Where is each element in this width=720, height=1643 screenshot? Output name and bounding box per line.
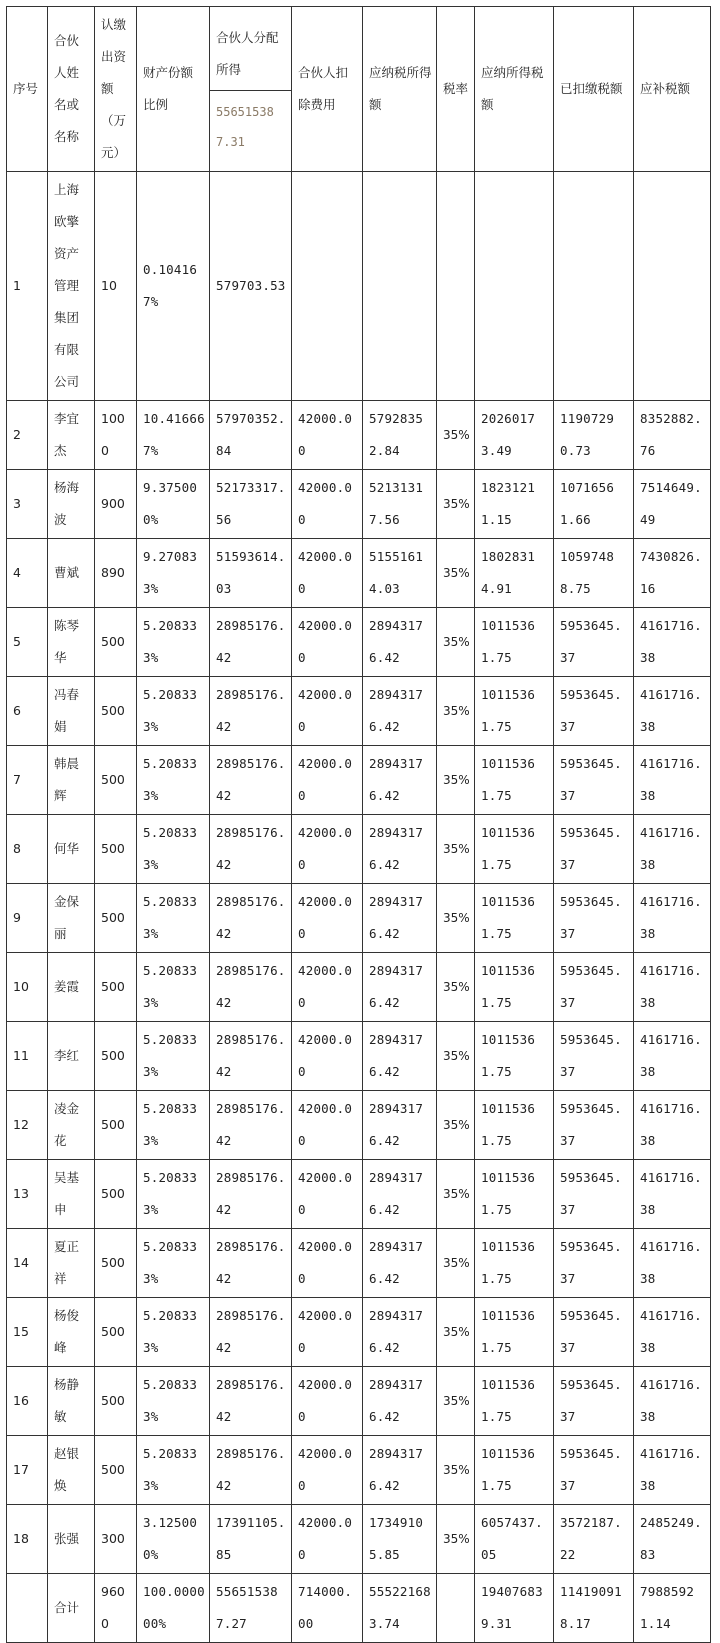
cell-seq: 1 [7,172,48,401]
cell-name: 凌金花 [48,1091,95,1160]
cell-deduct: 42000.00 [292,953,363,1022]
cell-name: 杨俊峰 [48,1298,95,1367]
cell-rate: 35% [437,1160,475,1229]
table-row [7,1022,711,1091]
cell-tax-due: 18231211.15 [475,470,554,539]
cell-seq: 17 [7,1436,48,1505]
cell-seq: 2 [7,401,48,470]
cell-capital: 500 [95,953,137,1022]
cell-supp: 4161716.38 [634,608,711,677]
cell-alloc: 57970352.84 [210,401,292,470]
cell-deduct: 42000.00 [292,815,363,884]
cell-capital: 500 [95,1229,137,1298]
cell-deduct: 42000.00 [292,1436,363,1505]
cell-rate: 35% [437,608,475,677]
cell-tax-due: 10115361.75 [475,677,554,746]
cell-alloc: 51593614.03 [210,539,292,608]
cell-tax-due: 10115361.75 [475,815,554,884]
cell-taxable: 28943176.42 [363,746,437,815]
header-row [7,7,711,172]
cell-seq: 18 [7,1505,48,1574]
cell-deduct: 42000.00 [292,401,363,470]
cell-supp: 4161716.38 [634,1436,711,1505]
cell-alloc: 52173317.56 [210,470,292,539]
cell-seq: 6 [7,677,48,746]
cell-tax-due [475,172,554,401]
cell-ratio: 3.125000% [137,1505,210,1574]
total-ratio: 100.000000% [137,1574,210,1643]
cell-seq: 12 [7,1091,48,1160]
cell-tax-due: 10115361.75 [475,608,554,677]
cell-name: 李红 [48,1022,95,1091]
cell-paid: 5953645.37 [554,884,634,953]
cell-paid: 5953645.37 [554,1022,634,1091]
cell-capital: 500 [95,608,137,677]
cell-alloc: 28985176.42 [210,1436,292,1505]
cell-seq: 8 [7,815,48,884]
cell-alloc: 28985176.42 [210,746,292,815]
cell-supp: 4161716.38 [634,746,711,815]
total-tax-due: 194076839.31 [475,1574,554,1643]
cell-paid: 5953645.37 [554,1091,634,1160]
header-name: 合伙人姓名或名称 [48,7,95,172]
cell-rate: 35% [437,815,475,884]
cell-alloc: 579703.53 [210,172,292,401]
cell-paid: 5953645.37 [554,815,634,884]
cell-paid: 5953645.37 [554,1160,634,1229]
table-row [7,401,711,470]
header-rate: 税率 [437,7,475,172]
table-row [7,677,711,746]
cell-rate: 35% [437,1505,475,1574]
table-row [7,953,711,1022]
cell-deduct: 42000.00 [292,1022,363,1091]
header-alloc [210,7,292,172]
cell-name: 何华 [48,815,95,884]
cell-ratio: 0.104167% [137,172,210,401]
cell-deduct: 42000.00 [292,1367,363,1436]
cell-paid: 3572187.22 [554,1505,634,1574]
cell-alloc: 28985176.42 [210,1367,292,1436]
cell-taxable: 52131317.56 [363,470,437,539]
cell-rate: 35% [437,401,475,470]
cell-rate: 35% [437,677,475,746]
cell-capital: 500 [95,1367,137,1436]
cell-name: 夏正祥 [48,1229,95,1298]
cell-alloc: 28985176.42 [210,608,292,677]
cell-name: 冯春娟 [48,677,95,746]
cell-supp: 4161716.38 [634,677,711,746]
cell-alloc: 28985176.42 [210,815,292,884]
cell-taxable: 17349105.85 [363,1505,437,1574]
cell-capital: 500 [95,884,137,953]
cell-rate: 35% [437,1091,475,1160]
cell-taxable: 28943176.42 [363,1436,437,1505]
table-row [7,1367,711,1436]
cell-ratio: 5.208333% [137,746,210,815]
cell-deduct: 42000.00 [292,539,363,608]
table-row [7,884,711,953]
cell-supp: 4161716.38 [634,1367,711,1436]
header-capital: 认缴出资额（万元） [95,7,137,172]
total-rate [437,1574,475,1643]
cell-name: 曹斌 [48,539,95,608]
cell-taxable: 28943176.42 [363,1229,437,1298]
cell-capital: 900 [95,470,137,539]
cell-seq: 13 [7,1160,48,1229]
cell-rate: 35% [437,1367,475,1436]
cell-supp: 4161716.38 [634,815,711,884]
partner-tax-table [6,6,711,1643]
cell-rate: 35% [437,884,475,953]
cell-taxable: 28943176.42 [363,953,437,1022]
cell-taxable: 57928352.84 [363,401,437,470]
table-row [7,172,711,401]
table-row [7,1160,711,1229]
table-row [7,1505,711,1574]
total-capital: 9600 [95,1574,137,1643]
cell-paid: 10597488.75 [554,539,634,608]
cell-tax-due: 18028314.91 [475,539,554,608]
cell-capital: 500 [95,1436,137,1505]
total-label: 合计 [48,1574,95,1643]
header-alloc-label: 合伙人分配所得 [216,29,279,77]
cell-capital: 500 [95,677,137,746]
cell-tax-due: 10115361.75 [475,1229,554,1298]
cell-tax-due: 6057437.05 [475,1505,554,1574]
table-row [7,1436,711,1505]
cell-rate: 35% [437,539,475,608]
cell-ratio: 5.208333% [137,1298,210,1367]
cell-supp: 7430826.16 [634,539,711,608]
cell-seq: 10 [7,953,48,1022]
cell-name: 李宜杰 [48,401,95,470]
cell-deduct: 42000.00 [292,470,363,539]
cell-paid: 5953645.37 [554,1298,634,1367]
cell-supp: 4161716.38 [634,1091,711,1160]
cell-ratio: 10.416667% [137,401,210,470]
cell-rate: 35% [437,1298,475,1367]
cell-ratio: 5.208333% [137,1022,210,1091]
cell-ratio: 5.208333% [137,608,210,677]
cell-ratio: 5.208333% [137,884,210,953]
cell-paid: 5953645.37 [554,1367,634,1436]
cell-seq: 9 [7,884,48,953]
cell-rate: 35% [437,1229,475,1298]
cell-seq: 5 [7,608,48,677]
cell-rate: 35% [437,1436,475,1505]
header-seq: 序号 [7,7,48,172]
cell-tax-due: 10115361.75 [475,1091,554,1160]
cell-name: 张强 [48,1505,95,1574]
header-ratio: 财产份额比例 [137,7,210,172]
cell-alloc: 28985176.42 [210,953,292,1022]
cell-tax-due: 10115361.75 [475,884,554,953]
cell-capital: 500 [95,746,137,815]
cell-capital: 10 [95,172,137,401]
cell-taxable: 28943176.42 [363,1022,437,1091]
table-row [7,1229,711,1298]
cell-paid: 5953645.37 [554,1229,634,1298]
cell-ratio: 9.375000% [137,470,210,539]
total-row [7,1574,711,1643]
table-row [7,746,711,815]
total-taxable: 555221683.74 [363,1574,437,1643]
cell-name: 上海欧擎资产管理集团有限公司 [48,172,95,401]
cell-alloc: 28985176.42 [210,1160,292,1229]
header-deduct: 合伙人扣除费用 [292,7,363,172]
cell-deduct: 42000.00 [292,1298,363,1367]
cell-paid: 5953645.37 [554,677,634,746]
cell-deduct: 42000.00 [292,1229,363,1298]
table-row [7,608,711,677]
cell-tax-due: 10115361.75 [475,1298,554,1367]
cell-paid: 10716561.66 [554,470,634,539]
cell-capital: 890 [95,539,137,608]
cell-name: 杨静敏 [48,1367,95,1436]
cell-taxable: 28943176.42 [363,1160,437,1229]
cell-paid: 5953645.37 [554,953,634,1022]
cell-name: 姜霞 [48,953,95,1022]
cell-ratio: 5.208333% [137,1367,210,1436]
cell-seq: 4 [7,539,48,608]
total-alloc: 556515387.27 [210,1574,292,1643]
cell-name: 赵银焕 [48,1436,95,1505]
cell-ratio: 5.208333% [137,1160,210,1229]
cell-alloc: 28985176.42 [210,677,292,746]
cell-rate: 35% [437,746,475,815]
cell-deduct: 42000.00 [292,677,363,746]
cell-paid: 11907290.73 [554,401,634,470]
cell-ratio: 5.208333% [137,677,210,746]
cell-deduct: 42000.00 [292,1091,363,1160]
header-alloc-total: 556515387.31 [210,90,291,157]
cell-seq: 11 [7,1022,48,1091]
cell-supp: 4161716.38 [634,1298,711,1367]
table-row [7,470,711,539]
cell-paid: 5953645.37 [554,608,634,677]
document-page [6,6,714,1631]
cell-ratio: 9.270833% [137,539,210,608]
total-supp: 79885921.14 [634,1574,711,1643]
cell-deduct [292,172,363,401]
cell-tax-due: 10115361.75 [475,1436,554,1505]
cell-paid: 5953645.37 [554,1436,634,1505]
cell-capital: 500 [95,815,137,884]
cell-rate: 35% [437,1022,475,1091]
cell-deduct: 42000.00 [292,1160,363,1229]
cell-capital: 500 [95,1022,137,1091]
cell-rate [437,172,475,401]
cell-name: 杨海波 [48,470,95,539]
cell-paid [554,172,634,401]
cell-seq: 16 [7,1367,48,1436]
cell-taxable: 28943176.42 [363,677,437,746]
cell-taxable: 28943176.42 [363,815,437,884]
total-seq [7,1574,48,1643]
cell-seq: 14 [7,1229,48,1298]
cell-supp: 4161716.38 [634,1022,711,1091]
cell-supp: 7514649.49 [634,470,711,539]
header-tax-due: 应纳所得税额 [475,7,554,172]
cell-deduct: 42000.00 [292,1505,363,1574]
cell-ratio: 5.208333% [137,1229,210,1298]
cell-supp: 4161716.38 [634,953,711,1022]
cell-ratio: 5.208333% [137,953,210,1022]
cell-supp: 4161716.38 [634,1229,711,1298]
table-row [7,1298,711,1367]
cell-tax-due: 10115361.75 [475,1367,554,1436]
cell-supp: 8352882.76 [634,401,711,470]
cell-tax-due: 10115361.75 [475,746,554,815]
cell-supp: 4161716.38 [634,1160,711,1229]
cell-seq: 7 [7,746,48,815]
cell-rate: 35% [437,470,475,539]
cell-supp: 4161716.38 [634,884,711,953]
cell-taxable: 28943176.42 [363,1367,437,1436]
cell-capital: 500 [95,1091,137,1160]
cell-taxable [363,172,437,401]
cell-name: 韩晨辉 [48,746,95,815]
cell-deduct: 42000.00 [292,884,363,953]
header-taxable: 应纳税所得额 [363,7,437,172]
cell-paid: 5953645.37 [554,746,634,815]
cell-tax-due: 10115361.75 [475,1022,554,1091]
table-row [7,1091,711,1160]
cell-taxable: 28943176.42 [363,884,437,953]
cell-tax-due: 10115361.75 [475,953,554,1022]
cell-alloc: 28985176.42 [210,884,292,953]
cell-alloc: 17391105.85 [210,1505,292,1574]
cell-deduct: 42000.00 [292,746,363,815]
cell-ratio: 5.208333% [137,815,210,884]
cell-name: 金保丽 [48,884,95,953]
total-deduct: 714000.00 [292,1574,363,1643]
cell-tax-due: 20260173.49 [475,401,554,470]
table-body [7,172,711,1643]
cell-name: 吴基申 [48,1160,95,1229]
cell-ratio: 5.208333% [137,1091,210,1160]
cell-taxable: 28943176.42 [363,1298,437,1367]
cell-ratio: 5.208333% [137,1436,210,1505]
cell-taxable: 28943176.42 [363,1091,437,1160]
cell-capital: 500 [95,1298,137,1367]
cell-seq: 15 [7,1298,48,1367]
total-paid: 114190918.17 [554,1574,634,1643]
cell-capital: 300 [95,1505,137,1574]
cell-seq: 3 [7,470,48,539]
cell-supp: 2485249.83 [634,1505,711,1574]
cell-supp [634,172,711,401]
cell-tax-due: 10115361.75 [475,1160,554,1229]
table-row [7,539,711,608]
table-row [7,815,711,884]
cell-alloc: 28985176.42 [210,1298,292,1367]
cell-deduct: 42000.00 [292,608,363,677]
header-paid: 已扣缴税额 [554,7,634,172]
cell-alloc: 28985176.42 [210,1022,292,1091]
cell-name: 陈琴华 [48,608,95,677]
cell-alloc: 28985176.42 [210,1091,292,1160]
cell-capital: 1000 [95,401,137,470]
cell-alloc: 28985176.42 [210,1229,292,1298]
cell-taxable: 28943176.42 [363,608,437,677]
cell-taxable: 51551614.03 [363,539,437,608]
header-supp: 应补税额 [634,7,711,172]
cell-capital: 500 [95,1160,137,1229]
cell-rate: 35% [437,953,475,1022]
